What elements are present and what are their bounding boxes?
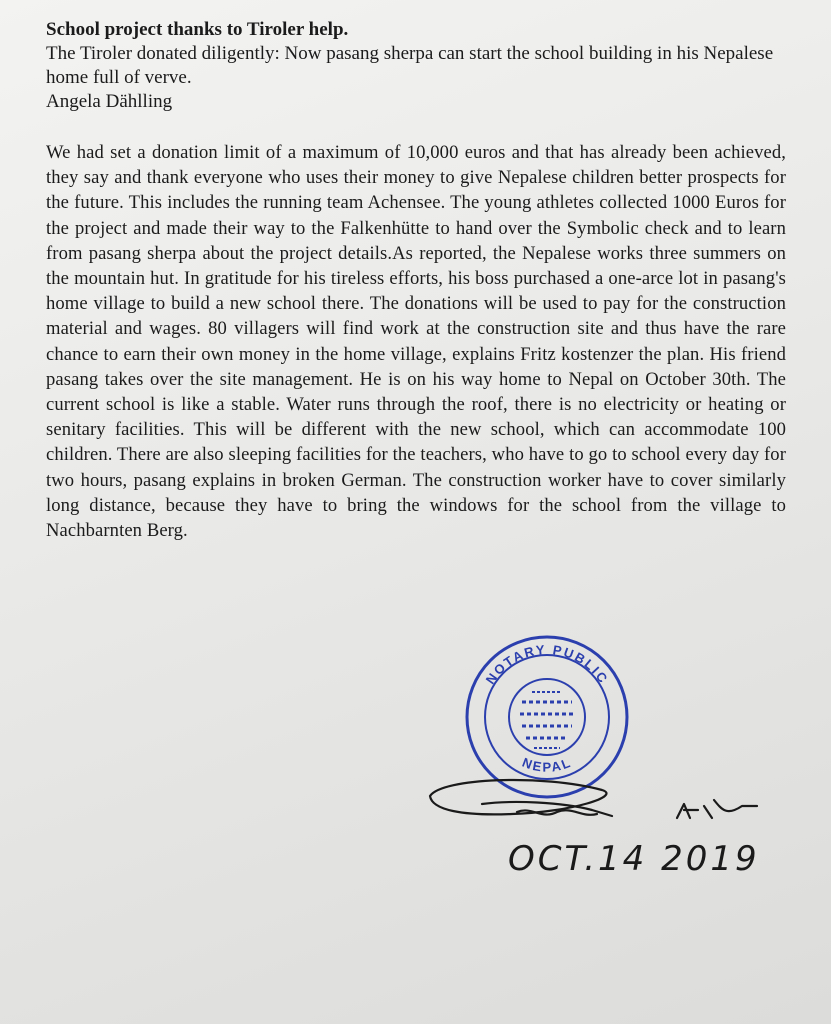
subheadline: The Tiroler donated diligently: Now pasang sherpa can start the school building in his Nepalese home full of verve. xyxy=(46,43,774,88)
stamp-bottom-text: NEPAL xyxy=(520,754,574,775)
headline: School project thanks to Tiroler help. xyxy=(46,19,349,40)
svg-text:NOTARY PUBLIC xyxy=(483,642,612,687)
article-body: We had set a donation limit of a maximum of 10,000 euros and that has already been achieved, they say and thank everyone who uses their money to give Nepalese children better prospects for the future. This includes the running team Achensee. The young athletes collected 1000 Euros for the project and made their way to the Falkenhütte to hand over the Symbolic check and to learn from pasang sherpa about the project details.As reported, the Nepalese works three summers on the mountain hut. In gratitude for his tireless efforts, his boss purchased a one-arce lot in pasang's home village to build a new school there. The donations will be used to pay for the construction material and wages. 80 villagers will find work at the construction site and thus have the rare chance to earn their own money in the home village, explains Fritz kostenzer the plan. His friend pasang takes over the site management. He is on his way home to Nepal on October 30th. The current school is like a stable. Water runs through the roof, there is no electricity or heating or senitary facilities. This will be different with the new school, which can accommodate 100 children. There are also sleeping facilities for the teachers, who have to go to school every day for two hours, pasang explains in broken German. The construction worker have to cover similarly long distance, because they have to bring the windows for the school from the village to Nachbarnten Berg. xyxy=(46,142,786,542)
article xyxy=(46,18,786,543)
author-line: Angela Dählling xyxy=(46,91,173,112)
handwritten-date xyxy=(500,828,760,898)
handwritten-date-text: OCT.14 2019 xyxy=(508,839,760,879)
stamp-top-text: NOTARY PUBLIC xyxy=(482,641,612,687)
